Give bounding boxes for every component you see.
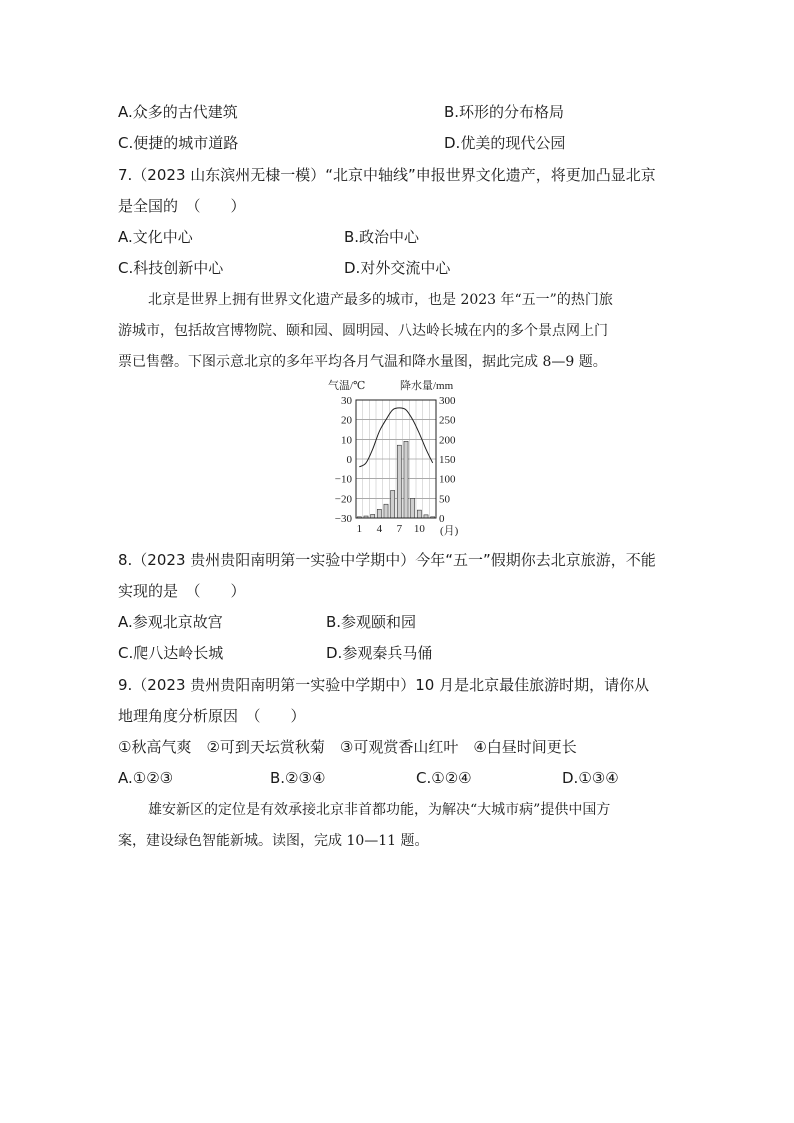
- q6-option-d: D.优美的现代公园: [444, 134, 566, 152]
- precip-bar: [377, 509, 381, 518]
- climate-chart: [310, 378, 480, 538]
- precip-bar: [391, 490, 395, 518]
- left-axis-label: 气温/℃: [328, 380, 366, 392]
- precip-bar: [397, 445, 401, 518]
- x-unit-label: (月): [440, 525, 459, 537]
- q7-stem-line2: 是全国的 （ ）: [118, 197, 246, 215]
- right-tick-label: 250: [439, 414, 456, 427]
- q8-stem-line1: 8.（2023 贵州贵阳南明第一实验中学期中）今年“五一”假期你去北京旅游，不能: [118, 551, 656, 569]
- right-tick-label: 0: [439, 513, 445, 525]
- left-tick-label: 20: [341, 414, 352, 427]
- q9-option-a: A.①②③: [118, 769, 174, 787]
- passage2-line2: 案，建设绿色智能新城。读图，完成 10—11 题。: [118, 833, 429, 849]
- right-tick-label: 50: [439, 493, 450, 506]
- precip-bar: [371, 514, 375, 518]
- passage1-line1: 北京是世界上拥有世界文化遗产最多的城市，也是 2023 年“五一”的热门旅: [148, 292, 613, 308]
- q7-option-d: D.对外交流中心: [344, 259, 451, 277]
- q6-option-a: A.众多的古代建筑: [118, 103, 238, 121]
- right-tick-label: 150: [439, 454, 456, 466]
- q9-option-b: B.②③④: [270, 769, 326, 787]
- precip-bar: [417, 510, 421, 518]
- x-tick-label: 1: [356, 523, 363, 535]
- q6-option-b: B.环形的分布格局: [444, 103, 565, 121]
- q7-stem-line1: 7.（2023 山东滨州无棣一模）“北京中轴线”申报世界文化遗产，将更加凸显北京: [118, 166, 656, 184]
- right-tick-label: 300: [439, 395, 456, 407]
- right-ticks: [439, 395, 456, 525]
- left-tick-label: 0: [346, 454, 352, 466]
- x-tick-label: 7: [396, 523, 403, 535]
- x-tick-label: 10: [413, 523, 425, 535]
- q9-option-d: D.①③④: [562, 769, 619, 787]
- right-tick-label: 100: [439, 473, 456, 486]
- passage1-line3: 票已售罄。下图示意北京的多年平均各月气温和降水量图，据此完成 8—9 题。: [118, 354, 607, 370]
- precip-bar: [384, 504, 388, 518]
- q8-stem-line2: 实现的是 （ ）: [118, 582, 246, 600]
- q6-option-c: C.便捷的城市道路: [118, 134, 239, 152]
- passage2-line1: 雄安新区的定位是有效承接北京非首都功能，为解决“大城市病”提供中国方: [148, 802, 611, 818]
- q7-option-a: A.文化中心: [118, 228, 193, 246]
- q8-option-a: A.参观北京故宫: [118, 613, 223, 631]
- precip-bar: [404, 441, 408, 518]
- q9-option-c: C.①②④: [416, 769, 472, 787]
- q7-option-c: C.科技创新中心: [118, 259, 224, 277]
- x-tick-label: 4: [376, 523, 383, 535]
- right-axis-label: 降水量/mm: [400, 380, 454, 392]
- left-tick-label: −20: [334, 493, 352, 506]
- q7-option-b: B.政治中心: [344, 228, 420, 246]
- left-tick-label: −30: [334, 513, 352, 525]
- q8-option-d: D.参观秦兵马俑: [326, 644, 433, 662]
- q9-stem-line1: 9.（2023 贵州贵阳南明第一实验中学期中）10 月是北京最佳旅游时期，请你从: [118, 676, 650, 694]
- q9-items: ①秋高气爽 ②可到天坛赏秋菊 ③可观赏香山红叶 ④白昼时间更长: [118, 738, 577, 756]
- q8-option-c: C.爬八达岭长城: [118, 644, 224, 662]
- left-tick-label: 10: [341, 434, 352, 447]
- right-tick-label: 200: [439, 434, 456, 447]
- left-tick-label: −10: [334, 473, 352, 486]
- x-ticks: [357, 523, 426, 535]
- q8-option-b: B.参观颐和园: [326, 613, 417, 631]
- left-tick-label: 30: [341, 395, 352, 407]
- passage1-line2: 游城市，包括故宫博物院、颐和园、圆明园、八达岭长城在内的多个景点网上门: [118, 323, 608, 339]
- q9-stem-line2: 地理角度分析原因 （ ）: [118, 707, 306, 725]
- left-ticks: [335, 395, 353, 525]
- precip-bar: [411, 498, 415, 518]
